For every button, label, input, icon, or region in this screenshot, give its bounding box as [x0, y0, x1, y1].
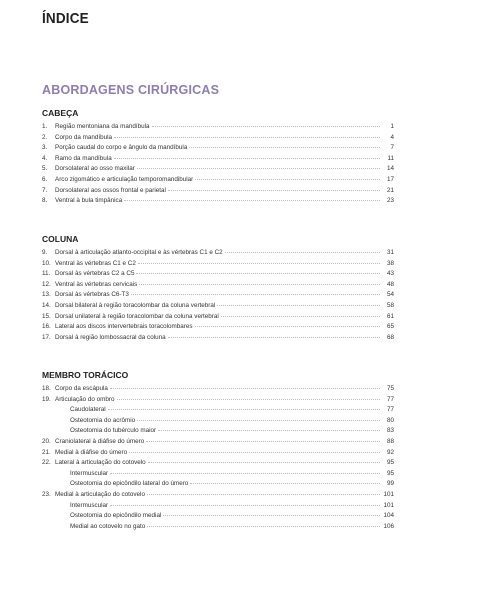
- entry-page-number: 104: [383, 512, 394, 520]
- section-coluna: [42, 234, 394, 342]
- entry-page-number: 4: [390, 133, 394, 141]
- entry-page-number: 61: [386, 312, 394, 320]
- entry-label: Corpo da escápula: [55, 385, 108, 392]
- entry-page-number: 77: [386, 395, 394, 403]
- dot-leader: [190, 477, 380, 484]
- entry-page-number: 68: [386, 333, 394, 341]
- section-title: CABEÇA: [42, 108, 79, 118]
- entry-label: Lateral à articulação do cotovelo: [55, 459, 146, 467]
- section-title: COLUNA: [42, 234, 79, 244]
- entry-number: 7.: [42, 186, 48, 194]
- entry-number: 9.: [42, 249, 48, 256]
- dot-leader: [148, 456, 380, 463]
- entry-label: Ventral à bula timpânica: [55, 197, 123, 205]
- entry-number: 14.: [42, 301, 51, 309]
- entry-number: 10.: [42, 259, 51, 267]
- entry-label: Dorsal às vértebras C6-T3: [55, 291, 129, 299]
- dot-leader: [139, 278, 380, 285]
- entry-number: 1.: [42, 123, 48, 130]
- entry-label: Intermuscular: [70, 469, 109, 477]
- entry-page-number: 95: [386, 469, 394, 477]
- dot-leader: [158, 424, 380, 431]
- entry-page-number: 83: [386, 427, 394, 435]
- entry-page-number: 92: [386, 448, 394, 456]
- entry-number: 11.: [42, 270, 51, 278]
- dot-leader: [163, 509, 380, 516]
- entry-page-number: 77: [386, 406, 394, 414]
- entry-label: Osteotomia do epicôndilo lateral do úmero: [70, 480, 189, 488]
- dot-leader: [147, 520, 380, 527]
- entry-number: 18.: [42, 385, 51, 392]
- entry-label: Ventral às vértebras C1 e C2: [55, 259, 136, 267]
- toc-entry[interactable]: [42, 521, 394, 532]
- toc-entry[interactable]: [42, 195, 394, 206]
- entry-label: Dorsal unilateral à região toracolombar da coluna vertebral: [55, 312, 219, 320]
- entry-page-number: 106: [383, 522, 394, 530]
- entry-label: Osteotomia do tubérculo maior: [70, 427, 157, 435]
- entry-number: 13.: [42, 291, 51, 299]
- dot-leader: [110, 467, 380, 474]
- entry-page-number: 11: [387, 154, 394, 162]
- entry-number: 2.: [42, 133, 48, 141]
- entry-label: Dorsolateral ao osso maxilar: [55, 165, 135, 173]
- entry-number: 15.: [42, 312, 51, 320]
- entry-number: 20.: [42, 437, 51, 445]
- dot-leader: [195, 173, 380, 180]
- entry-page-number: 31: [386, 249, 394, 256]
- dot-leader: [195, 320, 380, 327]
- dot-leader: [147, 488, 380, 495]
- entry-page-number: 17: [386, 175, 394, 183]
- entry-label: Craniolateral à diáfise do úmero: [55, 437, 145, 445]
- dot-leader: [217, 299, 380, 306]
- entry-page-number: 58: [386, 301, 394, 309]
- dot-leader: [110, 382, 380, 389]
- entry-number: 16.: [42, 323, 51, 331]
- toc-list: [42, 247, 394, 342]
- entry-number: 6.: [42, 175, 48, 183]
- entry-label: Porção caudal do corpo e ângulo da mandíbula: [55, 144, 188, 152]
- dot-leader: [114, 131, 380, 138]
- entry-label: Ventral às vértebras cervicais: [55, 280, 138, 288]
- entry-label: Lateral aos discos intervertebrais toracolombares: [55, 323, 193, 331]
- dot-leader: [138, 257, 380, 264]
- entry-page-number: 1: [390, 123, 394, 130]
- entry-label: Dorsal à articulação atlanto-occipital e às vértebras C1 e C2: [55, 249, 223, 256]
- entry-page-number: 43: [386, 270, 394, 278]
- section-cabeca: [42, 108, 394, 206]
- part-title: ABORDAGENS CIRÚRGICAS: [42, 83, 220, 97]
- entry-page-number: 88: [386, 437, 394, 445]
- entry-page-number: 38: [386, 259, 394, 267]
- dot-leader: [225, 246, 380, 253]
- dot-leader: [137, 162, 380, 169]
- entry-page-number: 48: [386, 280, 394, 288]
- entry-page-number: 65: [386, 323, 394, 331]
- entry-label: Corpo da mandíbula: [55, 133, 113, 141]
- dot-leader: [136, 267, 380, 274]
- entry-page-number: 54: [386, 291, 394, 299]
- entry-page-number: 7: [390, 144, 394, 152]
- dot-leader: [117, 393, 380, 400]
- entry-number: 23.: [42, 490, 51, 498]
- entry-label: Arco zigomático e articulação temporomandibular: [55, 175, 194, 183]
- entry-page-number: 80: [386, 416, 394, 424]
- entry-number: 12.: [42, 280, 51, 288]
- entry-number: 17.: [42, 333, 51, 341]
- entry-label: Osteotomia do epicôndilo medial: [70, 512, 162, 520]
- entry-page-number: 14: [386, 165, 394, 173]
- entry-label: Medial ao cotovelo no gato: [70, 522, 146, 530]
- entry-page-number: 101: [383, 490, 394, 498]
- section-title: MEMBRO TORÁCICO: [42, 370, 129, 380]
- toc-entry[interactable]: [42, 332, 394, 343]
- entry-label: Intermuscular: [70, 501, 109, 509]
- dot-leader: [152, 120, 380, 127]
- entry-number: 8.: [42, 197, 48, 205]
- entry-number: 4.: [42, 154, 48, 162]
- entry-label: Região mentoniana da mandíbula: [55, 123, 150, 130]
- entry-label: Dorsal às vértebras C2 a C5: [55, 270, 135, 278]
- entry-page-number: 23: [386, 197, 394, 205]
- entry-label: Dorsolateral aos ossos frontal e parietal: [55, 186, 166, 194]
- entry-number: 5.: [42, 165, 48, 173]
- entry-label: Osteotomia do acrômio: [70, 416, 136, 424]
- dot-leader: [146, 435, 380, 442]
- toc-list: [42, 121, 394, 206]
- dot-leader: [168, 331, 380, 338]
- entry-label: Ramo da mandíbula: [55, 154, 112, 162]
- dot-leader: [221, 310, 380, 317]
- page-title: ÍNDICE: [42, 10, 89, 27]
- dot-leader: [124, 194, 380, 201]
- entry-number: 3.: [42, 144, 48, 152]
- dot-leader: [131, 288, 380, 295]
- entry-label: Dorsal à região lombossacral da coluna: [55, 333, 166, 341]
- entry-page-number: 99: [386, 480, 394, 488]
- entry-label: Dorsal bilateral à região toracolombar da coluna vertebral: [55, 301, 216, 309]
- dot-leader: [137, 414, 380, 421]
- dot-leader: [168, 184, 380, 191]
- entry-page-number: 21: [386, 186, 394, 194]
- entry-label: Medial à diáfise do úmero: [55, 448, 128, 456]
- entry-label: Medial à articulação do cotovelo: [55, 490, 145, 498]
- entry-label: Caudolateral: [70, 406, 106, 414]
- section-membro-toracico: [42, 370, 394, 531]
- dot-leader: [114, 152, 380, 159]
- dot-leader: [189, 141, 380, 148]
- entry-number: 19.: [42, 395, 51, 403]
- entry-number: 21.: [42, 448, 51, 456]
- entry-number: 22.: [42, 459, 51, 467]
- entry-page-number: 101: [383, 501, 394, 509]
- entry-page-number: 95: [386, 459, 394, 467]
- entry-page-number: 75: [386, 385, 394, 392]
- dot-leader: [108, 403, 380, 410]
- entry-label: Articulação do ombro: [55, 395, 115, 403]
- toc-list: [42, 383, 394, 531]
- dot-leader: [110, 499, 380, 506]
- dot-leader: [129, 446, 380, 453]
